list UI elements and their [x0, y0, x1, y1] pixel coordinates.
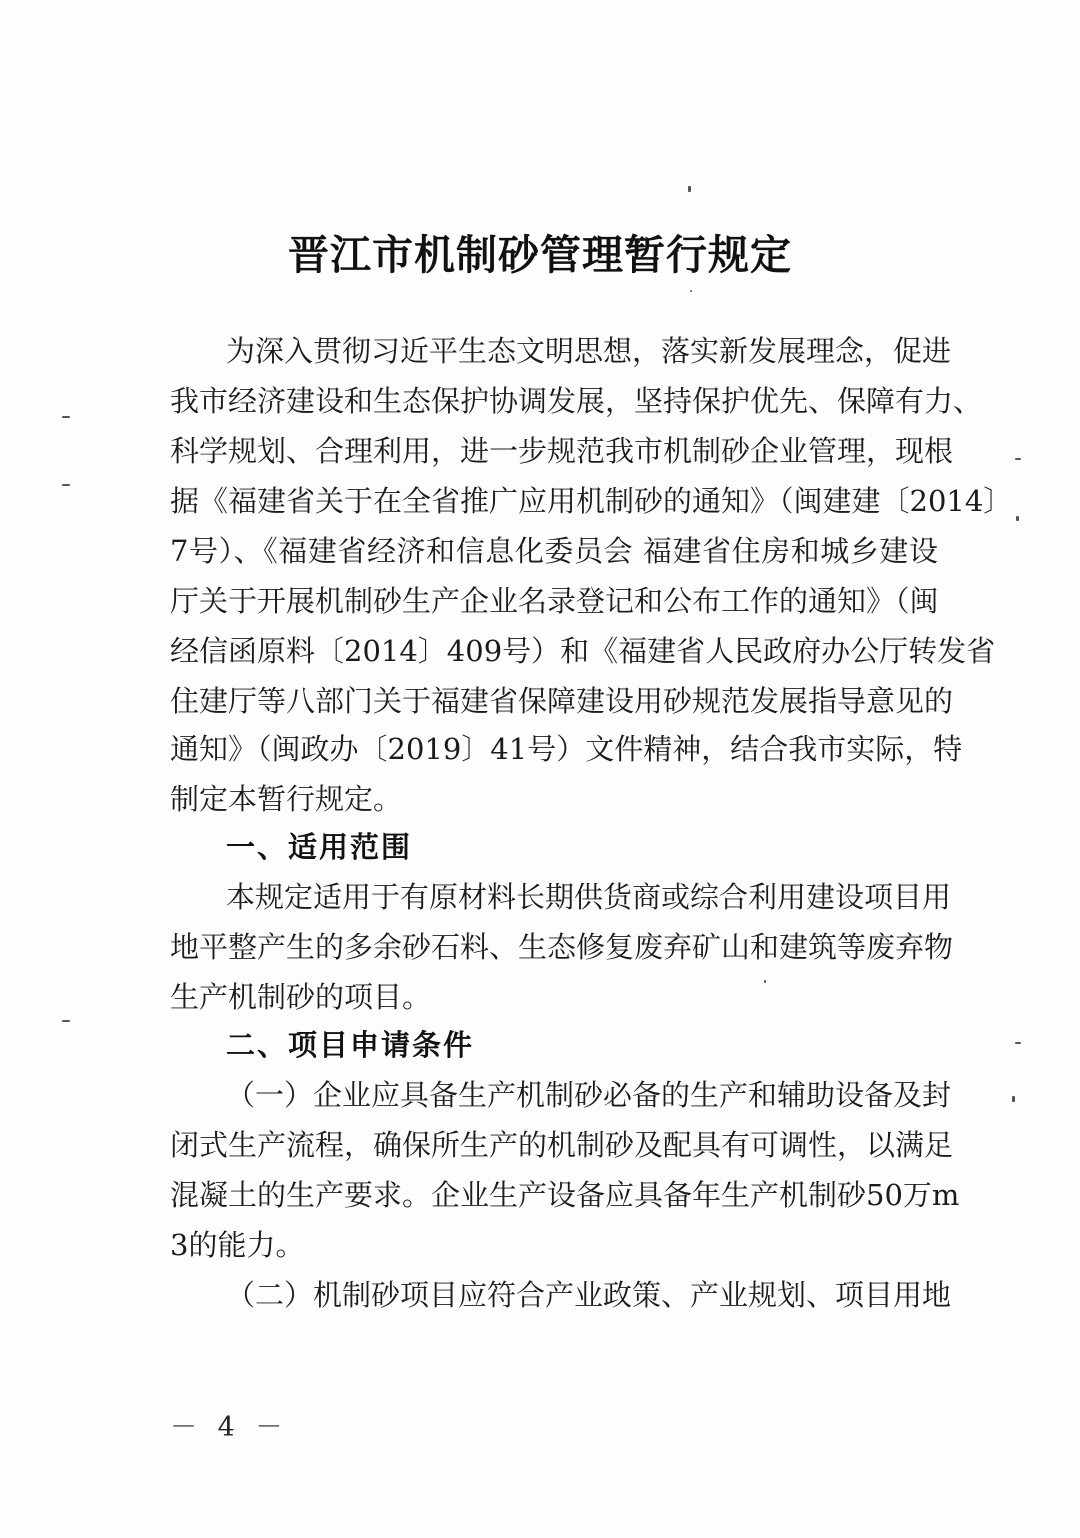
- paragraph-line: 混凝土的生产要求。企业生产设备应具备年生产机制砂50万m: [170, 1178, 960, 1212]
- paragraph-line: 7号）、《福建省经济和信息化委员会 福建省住房和城乡建设: [170, 534, 938, 568]
- scan-speck: [1015, 1042, 1021, 1044]
- paragraph-line: 我市经济建设和生态保护协调发展，坚持保护优先、保障有力、: [170, 384, 983, 418]
- paragraph-line: 据《福建省关于在全省推广应用机制砂的通知》（闽建建〔2014〕: [170, 484, 1013, 518]
- document-title: 晋江市机制砂管理暂行规定: [288, 231, 792, 279]
- paragraph-line: 为深入贯彻习近平生态文明思想，落实新发展理念，促进: [226, 334, 952, 368]
- paragraph-line: 地平整产生的多余砂石料、生态修复废弃矿山和建筑等废弃物: [170, 930, 954, 964]
- scan-speck: [690, 290, 692, 292]
- paragraph-line: 经信函原料〔2014〕409号）和《福建省人民政府办公厅转发省: [170, 634, 996, 668]
- scan-speck: [1016, 516, 1019, 521]
- section-heading-scope: 一、适用范围: [226, 830, 413, 864]
- paragraph-line: 制定本暂行规定。: [170, 782, 403, 816]
- scan-speck: [764, 980, 766, 983]
- paragraph-line: 厅关于开展机制砂生产企业名录登记和公布工作的通知》（闽: [170, 584, 939, 618]
- scan-speck: [62, 1020, 70, 1022]
- scan-speck: [62, 484, 70, 486]
- paragraph-line: 闭式生产流程，确保所生产的机制砂及配具有可调性，以满足: [170, 1128, 954, 1162]
- paragraph-line: 生产机制砂的项目。: [170, 980, 432, 1014]
- scan-speck: [1012, 1096, 1015, 1102]
- page-number: － 4 －: [170, 1412, 289, 1443]
- scan-speck: [688, 186, 691, 192]
- paragraph-line: 通知》（闽政办〔2019〕41号）文件精神，结合我市实际，特: [170, 732, 963, 766]
- paragraph-line: 本规定适用于有原材料长期供货商或综合利用建设项目用: [226, 880, 952, 914]
- scan-speck: [1015, 458, 1021, 460]
- paragraph-line: 3的能力。: [170, 1228, 305, 1262]
- scan-speck: [62, 416, 70, 418]
- paragraph-line: 科学规划、合理利用，进一步规范我市机制砂企业管理，现根: [170, 434, 954, 468]
- paragraph-line: 住建厅等八部门关于福建省保障建设用砂规范发展指导意见的: [170, 684, 954, 718]
- paragraph-line: （二）机制砂项目应符合产业政策、产业规划、项目用地: [226, 1278, 952, 1312]
- paragraph-line: （一）企业应具备生产机制砂必备的生产和辅助设备及封: [226, 1078, 952, 1112]
- section-heading-conditions: 二、项目申请条件: [226, 1028, 475, 1062]
